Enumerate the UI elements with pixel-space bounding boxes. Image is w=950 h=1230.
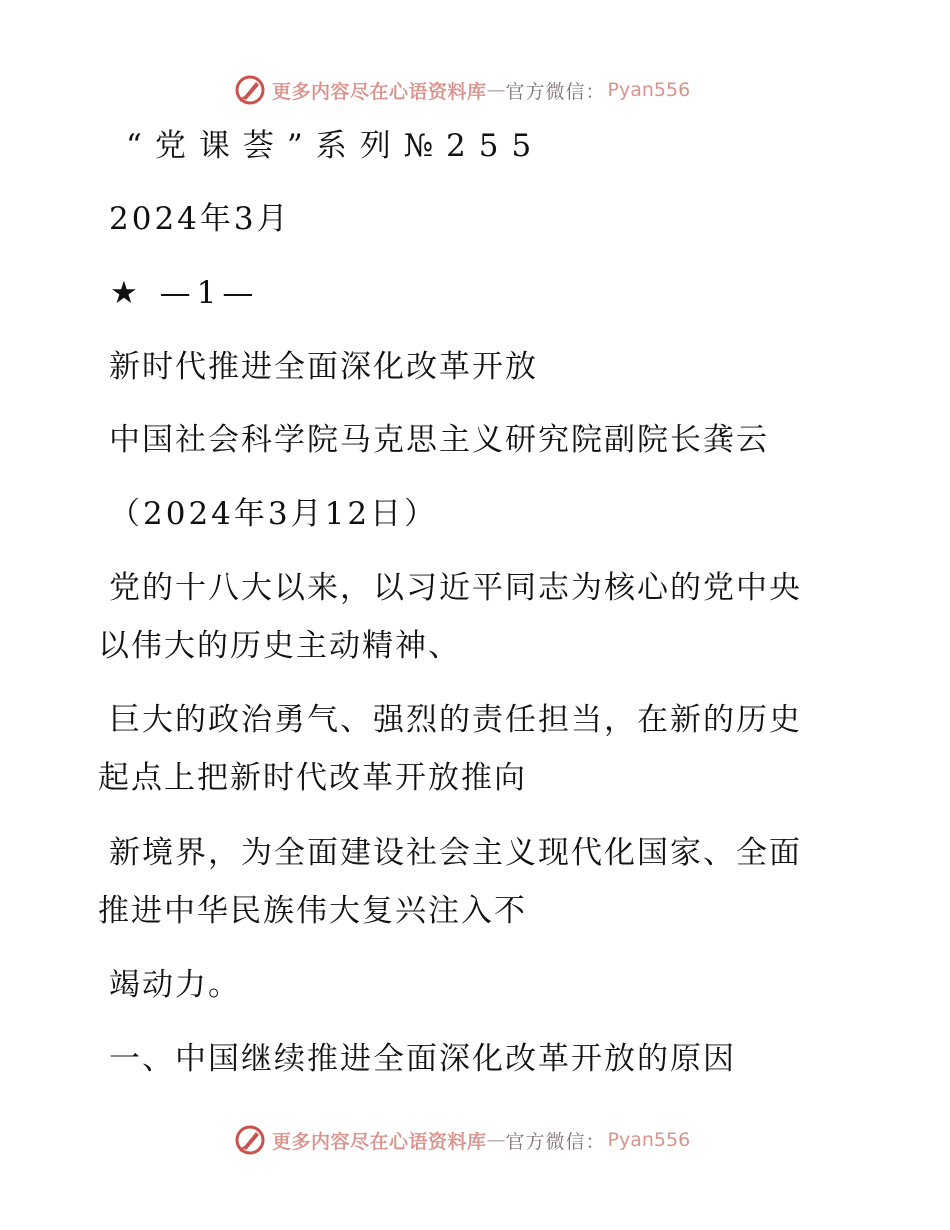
watermark-dash: — (486, 1129, 506, 1151)
article-title: 新时代推进全面深化改革开放 (109, 349, 538, 385)
article-author: 中国社会科学院马克思主义研究院副院长龚云 (109, 422, 769, 458)
watermark-bottom (234, 1122, 690, 1158)
watermark-text: 更多内容尽在心语资料库 (272, 1130, 487, 1153)
paragraph-line: 巨大的政治勇气、强烈的责任担当，在新的历史 (109, 702, 802, 738)
section-heading: 一、中国继续推进全面深化改革开放的原因 (109, 1041, 736, 1077)
watermark-official-label: 官方微信： (505, 1130, 606, 1153)
quill-in-circle-icon (234, 74, 266, 106)
paragraph-line: 推进中华民族伟大复兴注入不 (98, 893, 527, 929)
watermark-wechat-id: Pyan556 (607, 1129, 691, 1151)
paragraph-line: 党的十八大以来，以习近平同志为核心的党中央 (109, 570, 802, 606)
paragraph-line: 起点上把新时代改革开放推向 (98, 760, 527, 796)
watermark-dash: — (486, 79, 506, 101)
watermark-wechat-id: Pyan556 (607, 79, 691, 101)
page-marker: ★ —1— (110, 275, 260, 311)
series-title: “党课荟”系列№255 (126, 128, 545, 164)
watermark-text: 更多内容尽在心语资料库 (272, 80, 487, 103)
article-date: （2024年3月12日） (109, 496, 439, 532)
paragraph-line: 新境界，为全面建设社会主义现代化国家、全面 (109, 835, 802, 871)
paragraph-line: 以伟大的历史主动精神、 (98, 628, 461, 664)
quill-in-circle-icon (234, 1124, 266, 1156)
paragraph-line: 竭动力。 (109, 967, 241, 1003)
document-date: 2024年3月 (109, 201, 291, 237)
watermark-top (234, 72, 690, 108)
watermark-official-label: 官方微信： (505, 80, 606, 103)
